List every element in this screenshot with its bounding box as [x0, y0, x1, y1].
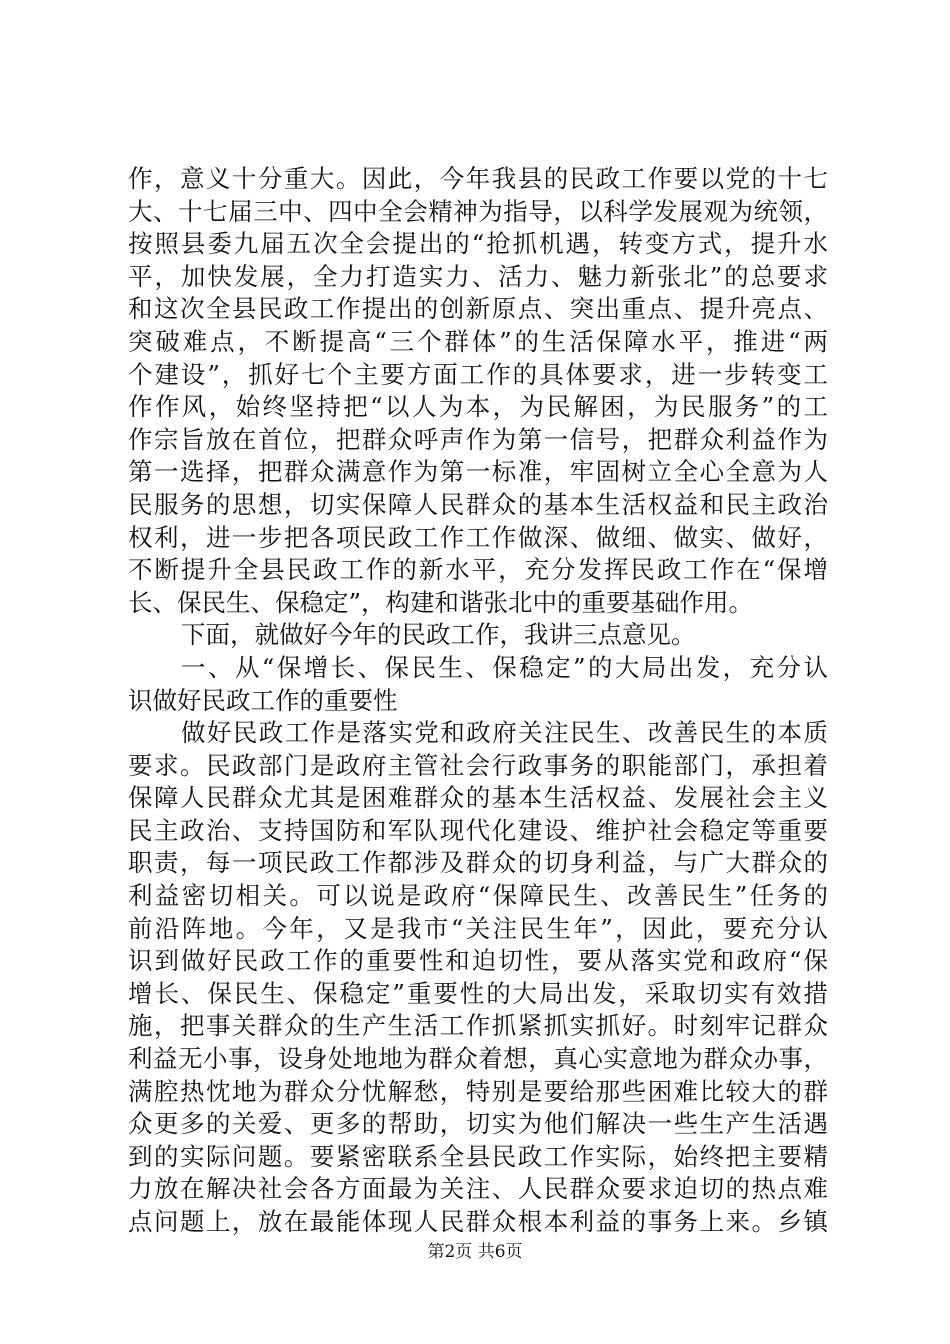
text-line: 大、十七届三中、四中全会精神为指导，以科学发展观为统领，: [128, 196, 828, 226]
text-line: 保障人民群众尤其是困难群众的基本生活权益、发展社会主义: [128, 783, 828, 813]
section-heading-line: 识做好民政工作的重要性: [128, 685, 398, 715]
text-line: 按照县委九届五次全会提出的“抢抓机遇，转变方式，提升水: [128, 229, 828, 259]
text-line: 平，加快发展，全力打造实力、活力、魅力新张北”的总要求: [128, 261, 828, 291]
text-line: 满腔热忱地为群众分忧解愁，特别是要给那些困难比较大的群: [128, 1076, 828, 1106]
text-line: 到的实际问题。要紧密联系全县民政工作实际，始终把主要精: [128, 1141, 828, 1171]
text-line: 不断提升全县民政工作的新水平，充分发挥民政工作在“保增: [128, 555, 828, 585]
text-line: 权利，进一步把各项民政工作工作做深、做细、做实、做好，: [128, 522, 828, 552]
text-line: 作作风，始终坚持把“以人为本，为民解困，为民服务”的工: [128, 392, 828, 422]
text-line: 作宗旨放在首位，把群众呼声作为第一信号，把群众利益作为: [128, 424, 828, 454]
text-line: 突破难点，不断提高“三个群体”的生活保障水平，推进“两: [128, 326, 828, 356]
text-line: 前沿阵地。今年，又是我市“关注民生年”，因此，要充分认: [128, 913, 828, 943]
text-line: 下面，就做好今年的民政工作，我讲三点意见。: [181, 620, 696, 650]
text-line: 职责，每一项民政工作都涉及群众的切身利益，与广大群众的: [128, 848, 828, 878]
page-number-footer: 第2页 共6页: [427, 1242, 523, 1262]
text-line: 作，意义十分重大。因此，今年我县的民政工作要以党的十七: [128, 164, 828, 193]
text-line: 利益无小事，设身处地地为群众着想，真心实意地为群众办事，: [128, 1044, 828, 1074]
text-line: 要求。民政部门是政府主管社会行政事务的职能部门，承担着: [128, 750, 828, 780]
text-line: 力放在解决社会各方面最为关注、人民群众要求迫切的热点难: [128, 1174, 828, 1204]
text-line: 和这次全县民政工作提出的创新原点、突出重点、提升亮点、: [128, 294, 828, 324]
document-body: [128, 163, 828, 1239]
text-line: 点问题上，放在最能体现人民群众根本利益的事务上来。乡镇: [128, 1207, 828, 1236]
text-line: 个建设”，抓好七个主要方面工作的具体要求，进一步转变工: [128, 359, 828, 389]
text-line: 长、保民生、保稳定”，构建和谐张北中的重要基础作用。: [128, 587, 754, 617]
section-heading-line: 一、从“保增长、保民生、保稳定”的大局出发，充分认: [181, 652, 828, 682]
text-line: 民服务的思想，切实保障人民群众的基本生活权益和民主政治: [128, 489, 828, 519]
text-line: 施，把事关群众的生产生活工作抓紧抓实抓好。时刻牢记群众: [128, 1011, 828, 1041]
text-line: 民主政治、支持国防和军队现代化建设、维护社会稳定等重要: [128, 815, 828, 845]
text-line: 增长、保民生、保稳定”重要性的大局出发，采取切实有效措: [128, 978, 828, 1008]
text-line: 做好民政工作是落实党和政府关注民生、改善民生的本质: [181, 718, 828, 748]
text-line: 利益密切相关。可以说是政府“保障民生、改善民生”任务的: [128, 881, 828, 911]
text-line: 众更多的关爱、更多的帮助，切实为他们解决一些生产生活遇: [128, 1109, 828, 1139]
text-line: 第一选择，把群众满意作为第一标准，牢固树立全心全意为人: [128, 457, 828, 487]
text-line: 识到做好民政工作的重要性和迫切性，要从落实党和政府“保: [128, 946, 828, 976]
